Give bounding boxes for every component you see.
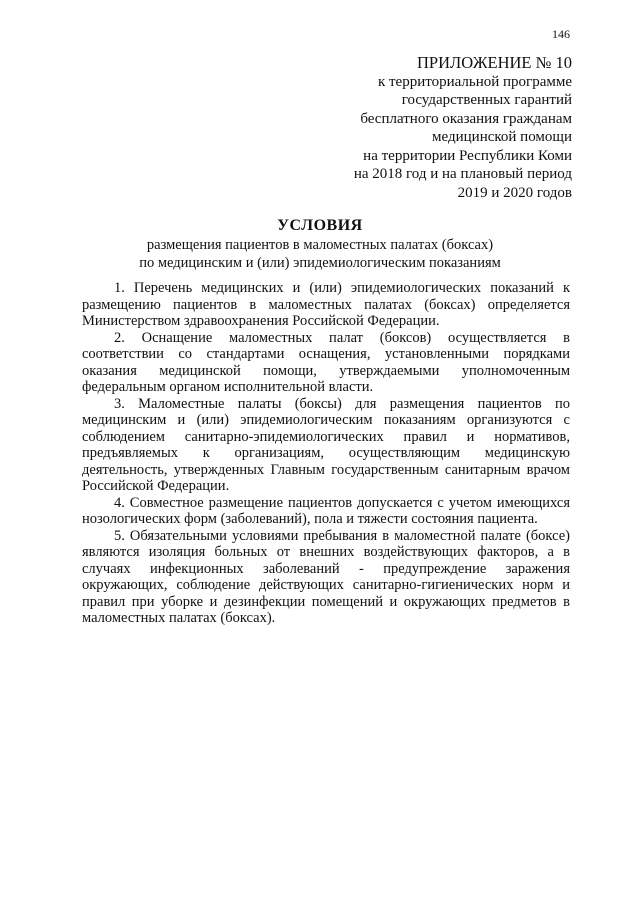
body-text [82,280,570,627]
document-subtitle-line: по медицинским и (или) эпидемиологическим показаниям [139,255,501,271]
appendix-line: государственных гарантий [401,92,572,108]
document-subtitle-line: размещения пациентов в маломестных палатах (боксах) [146,237,494,253]
document-title: УСЛОВИЯ [277,217,363,234]
document-heading [0,216,640,272]
appendix-title: ПРИЛОЖЕНИЕ № 10 [417,53,572,72]
paragraph-3: 3. Маломестные палаты (боксы) для размещения пациентов по медицинским и (или) эпидемиологическим показаниям организуются с соблюдением санитарно-эпидемиологических правил и нормативов, предъявляемых к организациям, осуществляющим медицинскую деятельность, утвержденных Главным государственным санитарным врачом Российской Федерации. [82,395,570,494]
paragraph-2: 2. Оснащение маломестных палат (боксов) осуществляется в соответствии со стандартами оснащения, установленными порядками оказания медицинской помощи, утверждаемыми уполномоченным федеральным органом исполнительной власти. [82,329,570,395]
appendix-line: медицинской помощи [432,129,572,145]
appendix-line: на территории Республики Коми [363,147,572,164]
appendix-line: к территориальной программе [377,73,572,90]
appendix-block [354,54,572,202]
paragraph-4: 4. Совместное размещение пациентов допускается с учетом имеющихся нозологических форм (заболеваний), пола и тяжести состояния пациента. [82,494,570,527]
paragraph-1: 1. Перечень медицинских и (или) эпидемиологических показаний к размещению пациентов в маломестных палатах (боксах) определяется Министерством здравоохранения Российской Федерации. [82,280,570,329]
paragraph-5: 5. Обязательными условиями пребывания в маломестной палате (боксе) являются изоляция больных от внешних воздействующих факторов, а в случаях инфекционных заболеваний - предупреждение заражения окружающих, соблюдение действующих санитарно-гигиенических норм и правил при уборке и дезинфекции помещений и окружающих предметов в маломестных палатах (боксах). [82,527,570,626]
appendix-line: на 2018 год и на плановый период [353,166,572,182]
appendix-line: 2019 и 2020 годов [457,184,572,201]
page-number: 146 [552,27,570,41]
appendix-line: бесплатного оказания гражданам [360,110,572,127]
